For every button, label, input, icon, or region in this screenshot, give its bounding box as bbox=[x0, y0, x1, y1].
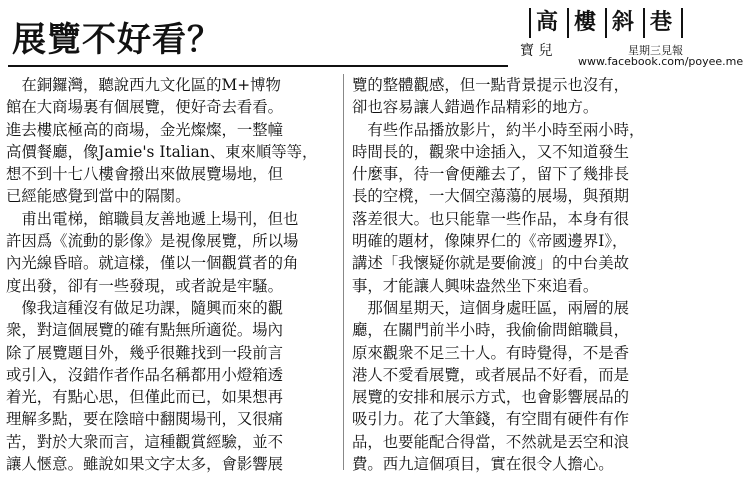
headline-rule bbox=[8, 65, 508, 67]
body-text-line: 有些作品播放影片，約半小時至兩小時， bbox=[352, 120, 645, 139]
body-text-line: 進去樓底極高的商場，金光燦燦，一整幢 bbox=[6, 120, 284, 139]
body-text-line: 在銅鑼灣，聽說西九文化區的M+博物 bbox=[6, 76, 281, 94]
body-text-line: 着光，有點心思，但僅此而已，如果想再 bbox=[6, 388, 284, 407]
body-text-line: 想不到十七八樓會撥出來做展覽場地，但 bbox=[6, 165, 284, 184]
body-text-line: 時間長的，觀衆中途插入，又不知道發生 bbox=[352, 142, 630, 161]
title-divider bbox=[567, 8, 569, 38]
body-text-line: 展覽的安排和展示方式，也會影響展品的 bbox=[352, 388, 630, 407]
column-title-char: 巷 bbox=[650, 10, 677, 35]
body-text-line: 講述「我懷疑你就是要偷渡」的中台美故 bbox=[352, 254, 630, 273]
body-text-line: 什麼事，待一會便離去了，留下了幾排長 bbox=[352, 165, 630, 184]
body-text-line: 除了展覽題目外，幾乎很難找到一段前言 bbox=[6, 343, 284, 362]
title-divider bbox=[529, 8, 531, 38]
body-text-line: 費。西九這個項目，實在很令人擔心。 bbox=[352, 455, 614, 474]
body-text-line: 那個星期天，這個身處旺區，兩層的展 bbox=[352, 298, 630, 317]
body-text-line: 廳，在關門前半小時，我偷偷問館職員， bbox=[352, 321, 630, 340]
body-text-line: 甫出電梯，館職員友善地遞上場刊，但也 bbox=[6, 209, 299, 228]
body-text-line: 衆，對這個展覽的確有點無所適從。場內 bbox=[6, 321, 284, 340]
author-byline: 寶 兒 bbox=[520, 43, 553, 59]
body-text-line: 已經能感覺到當中的隔閡。 bbox=[6, 187, 191, 206]
body-text-line: 吸引力。花了大筆錢，有空間有硬件有作 bbox=[352, 410, 630, 429]
title-divider bbox=[605, 8, 607, 38]
body-text-line: 理解多點，要在陰暗中翻閱場刊，又很痛 bbox=[6, 410, 284, 429]
column-title-char: 高 bbox=[536, 10, 563, 35]
body-text-line: 原來觀衆不足三十人。有時覺得，不是香 bbox=[352, 343, 630, 362]
column-title-char: 斜 bbox=[612, 10, 639, 35]
publication-day: 星期三見報 bbox=[628, 44, 683, 57]
body-text-line: 像我這種沒有做足功課，隨興而來的觀 bbox=[6, 298, 284, 317]
body-text-line: 卻也容易讓人錯過作品精彩的地方。 bbox=[352, 98, 599, 117]
column-divider bbox=[343, 74, 344, 470]
body-text-line: 明確的題材，像陳界仁的《帝國邊界I》， bbox=[352, 232, 628, 251]
body-text-line: 覽的整體觀感，但一點背景提示也沒有， bbox=[352, 76, 630, 94]
column-masthead bbox=[510, 6, 743, 68]
body-text-line: 品，也要能配合得當，不然就是丟空和浪 bbox=[352, 432, 630, 451]
column-title-char: 樓 bbox=[574, 10, 601, 35]
body-text-line: 事，才能讓人興味盎然坐下來追看。 bbox=[352, 276, 599, 295]
author-website: www.facebook.com/poyee.me bbox=[578, 55, 743, 68]
body-text-line: 苦，對於大衆而言，這種觀賞經驗，並不 bbox=[6, 432, 284, 451]
title-divider bbox=[681, 8, 683, 38]
body-column-left bbox=[6, 74, 338, 475]
column-title bbox=[524, 8, 688, 38]
body-column-right bbox=[352, 74, 684, 475]
body-text-line: 高價餐廳，像Jamie's Italian、東來順等等， bbox=[6, 142, 318, 161]
title-divider bbox=[643, 8, 645, 38]
body-text-line: 港人不愛看展覽，或者展品不好看，而是 bbox=[352, 365, 630, 384]
body-text-line: 館在大商場裏有個展覽，便好奇去看看。 bbox=[6, 98, 284, 117]
body-text-line: 度出發，卻有一些發現，或者說是牢騷。 bbox=[6, 276, 284, 295]
body-text-line: 內光線昏暗。就這樣，僅以一個觀賞者的角 bbox=[6, 254, 299, 273]
body-text-line: 或引入，沒錯作者作品名稱都用小燈箱透 bbox=[6, 365, 284, 384]
body-text-line: 讓人愜意。雖說如果文字太多，會影響展 bbox=[6, 455, 284, 474]
body-text-line: 許因爲《流動的影像》是視像展覽，所以場 bbox=[6, 232, 299, 251]
body-text-line: 落差很大。也只能靠一些作品，本身有很 bbox=[352, 209, 630, 228]
headline: 展覽不好看？ bbox=[12, 20, 222, 60]
body-text-line: 長的空櫈，一大個空蕩蕩的展場，與預期 bbox=[352, 187, 630, 206]
